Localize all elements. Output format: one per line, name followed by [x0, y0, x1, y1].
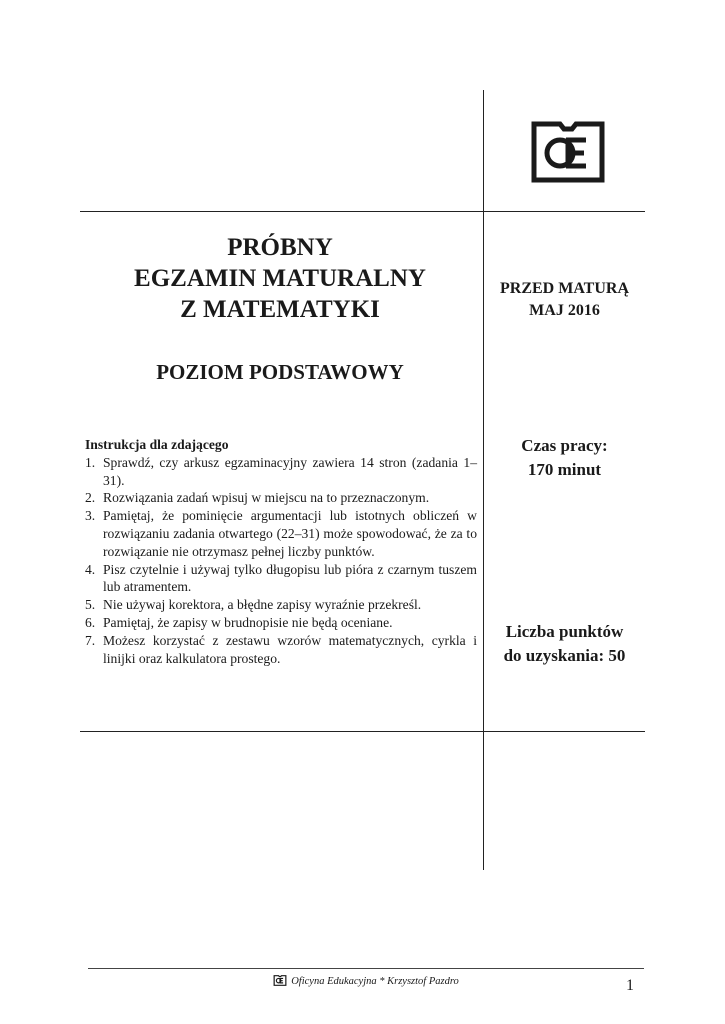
top-horizontal-divider: [80, 211, 645, 212]
title-line-1: PRÓBNY: [227, 234, 333, 261]
exam-points-value: do uzyskania: 50: [503, 646, 626, 665]
exam-series-date: MAJ 2016: [529, 302, 600, 319]
footer-publisher: Oficyna Edukacyjna * Krzysztof Pazdro: [291, 976, 459, 987]
list-item: 7. Możesz korzystać z zestawu wzorów matematycznych, cyrkla i linijki oraz kalkulatora prostego.: [85, 632, 477, 666]
exam-level: POZIOM PODSTAWOWY: [156, 360, 404, 384]
footer: [88, 975, 644, 987]
bottom-horizontal-divider: [80, 731, 645, 732]
title-line-3: Z MATEMATYKI: [180, 296, 380, 323]
exam-time-value: 170 minut: [527, 460, 602, 479]
list-item: 4. Pisz czytelnie i używaj tylko długopisu lub pióra z czarnym tuszem lub atramentem.: [85, 561, 477, 595]
list-item: 6. Pamiętaj, że zapisy w brudnopisie nie będą oceniane.: [85, 614, 393, 630]
footer-logo-icon: [273, 975, 287, 986]
exam-points-label: Liczba punktów: [505, 622, 624, 641]
list-item: 3. Pamiętaj, że pominięcie argumentacji lub istotnych obliczeń w rozwiązaniu zadania otwartego (22–31) może spowodować, że za to rozwiązanie nie otrzymasz pełnej liczby punktów.: [85, 508, 477, 559]
instructions-heading: Instrukcja dla zdającego: [85, 437, 229, 452]
exam-time-block: [484, 434, 645, 482]
page-number: 1: [626, 977, 634, 994]
exam-series-block: [484, 278, 645, 322]
exam-time-label: Czas pracy:: [521, 436, 608, 455]
exam-title: [80, 232, 480, 325]
title-line-2: EGZAMIN MATURALNY: [134, 265, 426, 292]
publisher-logo-icon: [530, 120, 606, 184]
exam-points-block: [484, 620, 645, 668]
list-item: 2. Rozwiązania zadań wpisuj w miejscu na to przeznaczonym.: [85, 490, 430, 506]
footer-divider: [88, 968, 644, 969]
exam-series-label: PRZED MATURĄ: [499, 280, 630, 297]
list-item: 5. Nie używaj korektora, a błędne zapisy wyraźnie przekreśl.: [85, 597, 422, 613]
list-item: 1. Sprawdź, czy arkusz egzaminacyjny zawiera 14 stron (zadania 1–31).: [85, 454, 477, 488]
instructions: [85, 436, 477, 667]
instructions-list: [85, 454, 477, 668]
